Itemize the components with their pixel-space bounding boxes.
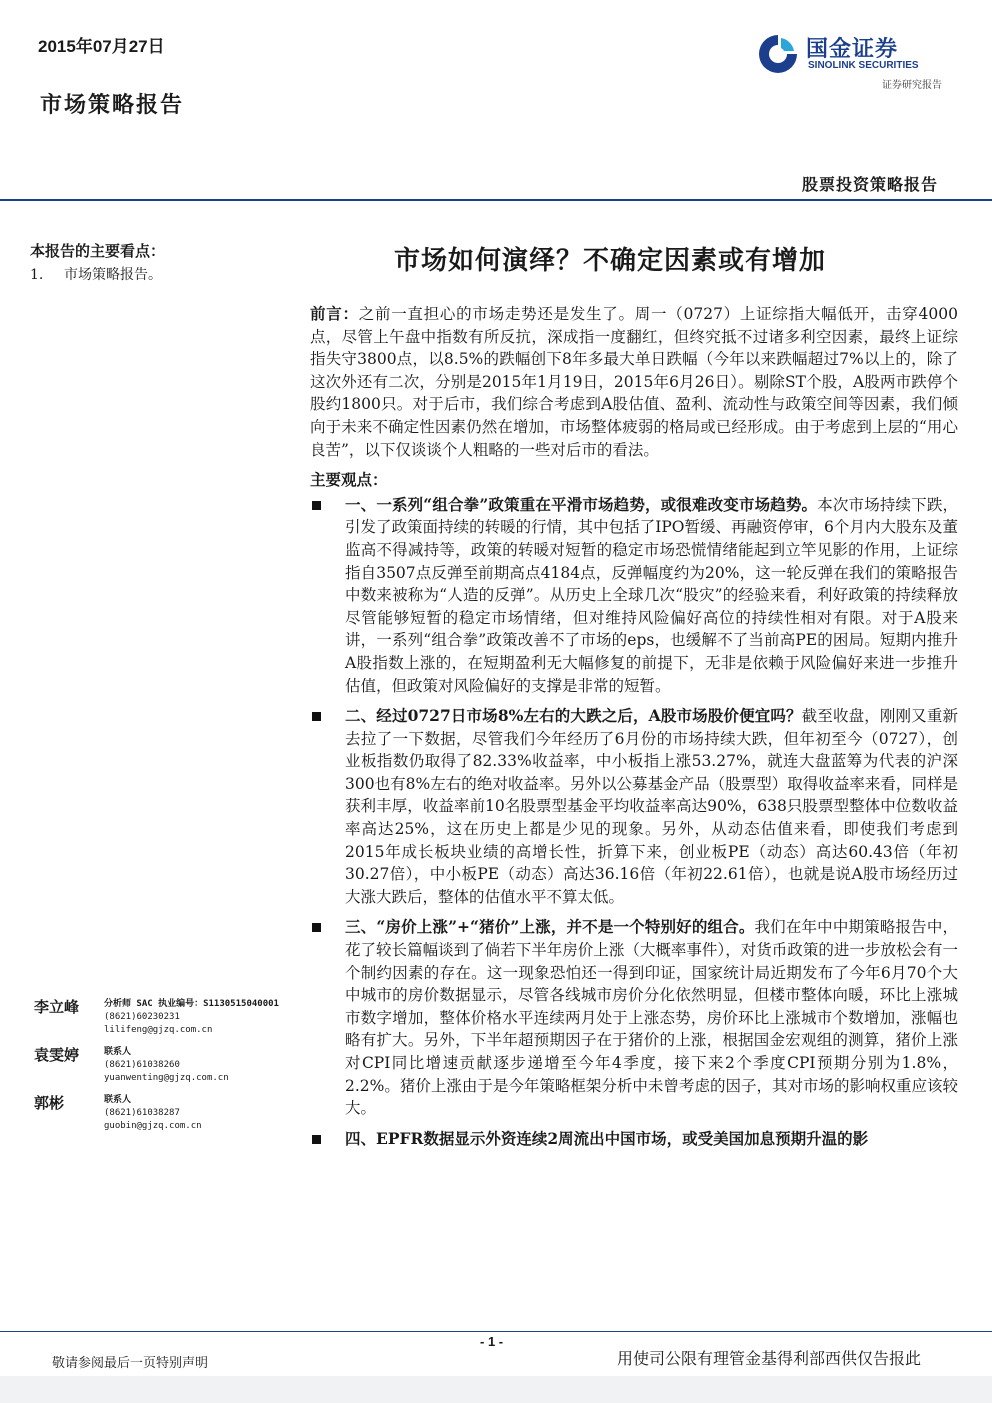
sidebar-title: 本报告的主要看点： <box>30 242 166 260</box>
point-body: 本次市场持续下跌，引发了政策面持续的转暖的行情，其中包括了IPO暂缓、再融资停审，6个月内大股东及董监高不得减持等，政策的转暖对短暂的稳定市场恐慌情绪能起到立竿见影的作用，上证综指自3507点反弹至前期高点4184点，反弹幅度约为20%，这一轮反弹在我们的策略报告中数来被称为“人造的反弹”。从历史上全球几次“股灾”的经验来看，利好政策的持续释放尽管能够短暂的稳定市场情绪，但对维持风险偏好高位的持续性相对有限。对于A股来讲，一系列“组合拳”政策改善不了市场的eps，也缓解不了当前高PE的困局。短期内推升A股指数上涨的，在短期盈利无大幅修复的前提下，无非是依赖于风险偏好来进一步推升估值，但政策对风险偏好的支撑是非常的短暂。 <box>345 495 958 695</box>
list-item <box>310 705 958 908</box>
analyst-info <box>104 1094 202 1133</box>
watermark-band <box>0 1376 992 1403</box>
point-heading: 一、一系列“组合拳”政策重在平滑市场趋势，或很难改变市场趋势。 <box>345 494 818 514</box>
analyst-email[interactable]: guobin@gjzq.com.cn <box>104 1121 202 1131</box>
analyst-phone: (8621)60230231 <box>104 1012 180 1022</box>
point-body: 截至收盘，刚刚又重新去拉了一下数据，尽管我们今年经历了6月份的市场持续大跌，但年初至今（0727），创业板指数仍取得了82.33%收益率，中小板指上涨53.27%，就连大盘蓝筹为代表的沪深300也有8%左右的绝对收益率。另外以公募基金产品（股票型）取得收益率来看，同样是获利丰厚，收益率前10名股票型基金平均收益率高达90%，638只股票型整体中位数收益率高达25%，这在历史上都是少见的现象。另外，从动态估值来看，即使我们考虑到2015年成长板块业绩的高增长性，折算下来，创业板PE（动态）高达60.43倍（年初30.27倍），中小板PE（动态）高达36.16倍（年初22.61倍），也就是说A股市场经历过大涨大跌后，整体的估值水平不算太低。 <box>345 707 958 906</box>
analyst-name: 郭彬 <box>34 1094 65 1112</box>
page-number: - 1 - <box>480 1334 504 1349</box>
list-item <box>310 1128 958 1151</box>
report-type: 市场策略报告 <box>40 92 185 118</box>
analyst-role: 分析师 SAC 执业编号：S1130515040001 <box>104 999 279 1009</box>
analyst-role: 联系人 <box>104 1047 132 1057</box>
analyst-email[interactable]: lilifeng@gjzq.com.cn <box>104 1025 213 1035</box>
report-date: 2015年07月27日 <box>38 37 165 56</box>
analyst-card <box>34 996 300 1044</box>
main-content <box>310 303 958 1158</box>
logo-name-cn: 国金证券 <box>806 37 899 62</box>
sidebar-item <box>30 264 162 284</box>
sidebar-item-text: 市场策略报告。 <box>64 267 162 283</box>
point-body: 我们在年中中期策略报告中，花了较长篇幅谈到了倘若下半年房价上涨（大概率事件），对货币政策的进一步放松会有一个制约因素的存在。这一现象恐怕还一得到印证，国家统计局近期发布了今年6月70个大中城市的房价数据显示，尽管各线城市房价分化依然明显，但楼市整体向暖，环比上涨城市数字增加，整体价格水平连续两月处于上涨态势，房价环比上涨城市个数增加，涨幅也略有扩大。另外，下半年超预期因子在于猪价的上涨，根据国金宏观组的测算，猪价上涨对CPI同比增速贡献逐步递增至今年4季度，接下来2个季度CPI预期分别为1.8%，2.2%。猪价上涨由于是今年策略框架分析中未曾考虑的因子，其对市场的影响权重应该较大。 <box>345 918 958 1118</box>
analyst-name: 袁雯婷 <box>34 1046 80 1064</box>
point-heading: 四、EPFR数据显示外资连续2周流出中国市场，或受美国加息预期升温的影 <box>345 1128 869 1148</box>
sidebar-item-number: 1. <box>30 267 44 283</box>
analyst-contacts <box>34 996 300 1140</box>
list-item <box>310 494 958 697</box>
point-heading: 二、经过0727日市场8%左右的大跌之后，A股市场股价便宜吗？ <box>345 706 802 726</box>
point-heading: 三、“房价上涨”+“猪价”上涨，并不是一个特别好的组合。 <box>345 917 755 937</box>
analyst-email[interactable]: yuanwenting@gjzq.com.cn <box>104 1073 229 1083</box>
analyst-name: 李立峰 <box>34 998 80 1016</box>
bullet-square-icon <box>312 923 321 932</box>
intro-label: 前言： <box>310 304 359 323</box>
analyst-role: 联系人 <box>104 1095 132 1105</box>
list-item <box>310 916 958 1119</box>
header-divider <box>0 199 992 201</box>
footer-usage-note: 用使司公限有理管金基得利部西供仅告报此 <box>617 1349 922 1368</box>
intro-text: 之前一直担心的市场走势还是发生了。周一（0727）上证综指大幅低开，击穿4000点，尽管上午盘中指数有所反抗，深成指一度翻红，但终究抵不过诸多利空因素，最终上证综指失守3800点，以8.5%的跌幅创下8年多最大单日跌幅（今年以来跌幅超过7%以上的，除了这次外还有二次，分别是2015年1月19日，2015年6月26日）。剔除ST个股，A股两市跌停个股约1800只。对于后市，我们综合考虑到A股估值、盈利、流动性与政策空间等因素，我们倾向于未来不确定性因素仍然在增加，市场整体疲弱的格局或已经形成。由于考虑到上层的“用心良苦”，以下仅谈谈个人粗略的一些对后市的看法。 <box>310 305 958 459</box>
section-title: 主要观点： <box>310 470 388 490</box>
key-points-list <box>310 494 958 1151</box>
analyst-phone: (8621)61038260 <box>104 1060 180 1070</box>
analyst-card <box>34 1092 300 1140</box>
bullet-square-icon <box>312 501 321 510</box>
page-title: 市场如何演绎？不确定因素或有增加 <box>394 246 827 276</box>
footer-disclaimer: 敬请参阅最后一页特别声明 <box>52 1356 209 1371</box>
logo-subtitle: 证券研究报告 <box>882 80 942 91</box>
analyst-phone: (8621)61038287 <box>104 1108 180 1118</box>
report-series: 股票投资策略报告 <box>801 175 938 194</box>
bullet-square-icon <box>312 1135 321 1144</box>
logo-name-en: SINOLINK SECURITIES <box>808 60 919 71</box>
analyst-card <box>34 1044 300 1092</box>
company-logo <box>756 30 946 92</box>
bullet-square-icon <box>312 712 321 721</box>
analyst-info <box>104 1046 229 1085</box>
analyst-info <box>104 998 279 1037</box>
intro-paragraph <box>310 303 958 461</box>
logo-mark-icon <box>756 32 800 76</box>
footer-divider <box>0 1331 992 1332</box>
